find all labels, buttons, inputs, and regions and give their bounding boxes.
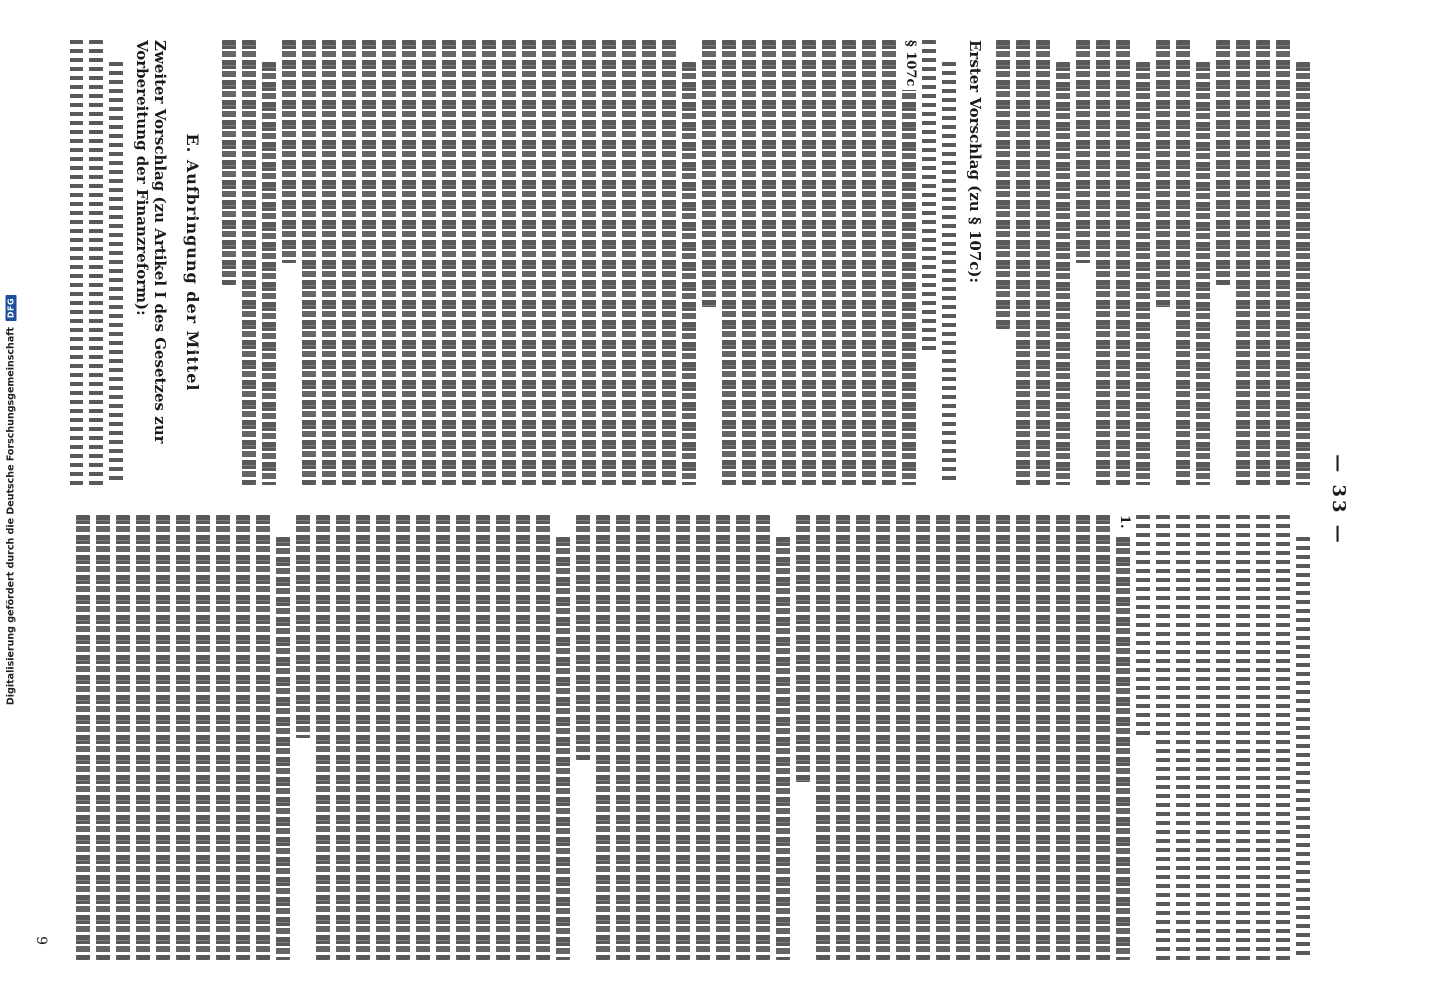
text-line (996, 515, 1010, 960)
paragraph (70, 40, 123, 485)
text-line (296, 515, 310, 738)
text-line (416, 515, 430, 960)
text-line (216, 515, 230, 960)
text-line (1036, 40, 1050, 485)
text-line (222, 40, 236, 285)
text-line (196, 515, 210, 960)
paragraph (282, 40, 696, 485)
text-line (402, 40, 416, 485)
text-line (942, 62, 956, 485)
text-line (882, 40, 896, 485)
paragraph (996, 40, 1070, 485)
paragraph-text-lines (702, 40, 916, 485)
text-line (1156, 515, 1170, 960)
text-line (282, 40, 296, 263)
text-line (89, 40, 103, 485)
text-line (596, 515, 610, 960)
text-line (1256, 40, 1270, 485)
text-line (1056, 515, 1070, 960)
text-line (702, 40, 716, 307)
paragraph (1076, 40, 1150, 485)
text-line (136, 515, 150, 960)
text-line (1136, 62, 1150, 485)
text-line (1216, 515, 1230, 960)
text-line (662, 40, 676, 485)
paragraph (796, 515, 1130, 960)
text-line (242, 40, 256, 485)
text-line (602, 40, 616, 485)
text-line (422, 40, 436, 485)
text-line (976, 515, 990, 960)
text-line (1096, 40, 1110, 485)
text-line (1016, 515, 1030, 960)
text-line (1076, 515, 1090, 960)
text-line (116, 515, 130, 960)
paragraph-text-lines (1216, 40, 1310, 485)
text-line (1256, 515, 1270, 960)
text-line (70, 40, 83, 485)
text-line (736, 515, 750, 960)
text-line (896, 515, 910, 960)
text-line (362, 40, 376, 485)
text-line (1116, 40, 1130, 485)
text-line (496, 515, 510, 960)
paragraph (222, 40, 276, 485)
text-line (1056, 62, 1070, 485)
text-line (1136, 515, 1150, 738)
text-line (556, 537, 570, 960)
text-line (109, 62, 123, 485)
text-line (656, 515, 670, 960)
text-line (1036, 515, 1050, 960)
text-line (796, 515, 810, 782)
text-line (696, 515, 710, 960)
page-number: — 33 — (1328, 454, 1349, 546)
text-line (176, 515, 190, 960)
text-line (742, 40, 756, 485)
text-line (396, 515, 410, 960)
paragraph-text-lines (1156, 40, 1210, 485)
text-line (1276, 515, 1290, 960)
scanned-page (25, 15, 1355, 985)
paragraph (1156, 40, 1210, 485)
paragraph (702, 40, 916, 485)
paragraph (296, 515, 570, 960)
text-line (1016, 40, 1030, 485)
text-line (462, 40, 476, 485)
text-line (902, 62, 916, 485)
paragraph-text-lines (282, 40, 696, 485)
text-line (302, 40, 316, 485)
paragraph (576, 515, 790, 960)
paragraph-label: 1. (1116, 515, 1132, 533)
paragraph-text-lines (922, 40, 956, 485)
text-line (762, 40, 776, 485)
digitization-credit (0, 0, 22, 1000)
text-line (76, 515, 90, 960)
text-line (722, 40, 736, 485)
text-line (1196, 62, 1210, 485)
text-line (822, 40, 836, 485)
text-line (802, 40, 816, 485)
paragraph-text-lines (70, 40, 123, 485)
text-line (642, 40, 656, 485)
text-line (1176, 40, 1190, 485)
text-line (1076, 40, 1090, 263)
credit-bar (6, 0, 17, 1000)
paragraph (1136, 515, 1310, 960)
text-line (476, 515, 490, 960)
text-line (156, 515, 170, 960)
text-line (1176, 515, 1190, 960)
text-line (776, 537, 790, 960)
paragraph-text-lines (796, 515, 1130, 960)
text-line (956, 515, 970, 960)
credit-text: Digitalisierung gefördert durch die Deutsche Forschungsgemeinschaft (5, 327, 17, 706)
text-line (356, 515, 370, 960)
text-line (322, 40, 336, 485)
text-line (336, 515, 350, 960)
paragraph-text-lines (222, 40, 276, 485)
paragraph-text-lines (576, 515, 790, 960)
text-line (382, 40, 396, 485)
paragraph (70, 515, 290, 960)
text-line (836, 515, 850, 960)
paragraph-text-lines (996, 40, 1070, 485)
paragraph (1216, 40, 1310, 485)
text-line (316, 515, 330, 960)
text-line (562, 40, 576, 485)
text-line (616, 515, 630, 960)
paragraph-label: § 107c (902, 40, 918, 90)
text-line (262, 62, 276, 485)
text-line (256, 515, 270, 960)
text-line (1216, 40, 1230, 285)
section-subheading: Erster Vorschlag (zu § 107c): (966, 40, 984, 284)
text-line (716, 515, 730, 960)
text-line (1296, 62, 1310, 485)
text-line (996, 40, 1010, 329)
text-line (522, 40, 536, 485)
text-line (1296, 537, 1310, 960)
text-line (1156, 40, 1170, 307)
right-column (70, 515, 1310, 960)
text-line (376, 515, 390, 960)
text-line (442, 40, 456, 485)
text-line (676, 515, 690, 960)
text-line (456, 515, 470, 960)
text-line (576, 515, 590, 760)
text-line (922, 40, 936, 352)
text-line (916, 515, 930, 960)
text-line (342, 40, 356, 485)
text-line (502, 40, 516, 485)
text-line (842, 40, 856, 485)
text-line (1096, 515, 1110, 960)
text-line (876, 515, 890, 960)
text-line (816, 515, 830, 960)
text-line (482, 40, 496, 485)
text-line (536, 515, 550, 960)
paragraph-text-lines (1076, 40, 1150, 485)
left-column (70, 40, 1310, 485)
text-line (636, 515, 650, 960)
text-line (582, 40, 596, 485)
text-line (542, 40, 556, 485)
text-line (622, 40, 636, 485)
dfg-logo: DFG (6, 295, 17, 321)
text-line (96, 515, 110, 960)
paragraph-text-lines (1136, 515, 1310, 960)
text-line (436, 515, 450, 960)
text-line (782, 40, 796, 485)
text-line (516, 515, 530, 960)
text-line (756, 515, 770, 960)
paragraph-text-lines (70, 515, 290, 960)
text-line (856, 515, 870, 960)
text-line (862, 40, 876, 485)
text-line (1196, 515, 1210, 960)
section-heading: E. Aufbringung der Mittel (183, 133, 202, 392)
text-line (1116, 537, 1130, 960)
page-footer-number: 9 (33, 936, 49, 945)
paragraph-text-lines (296, 515, 570, 960)
text-line (1236, 40, 1250, 485)
section-subheading: Zweiter Vorschlag (zu Artikel I des Gesetzes zur Vorbereitung der Finanzreform): (133, 40, 169, 444)
text-line (1236, 515, 1250, 960)
text-line (276, 537, 290, 960)
text-line (936, 515, 950, 960)
text-line (1276, 40, 1290, 485)
paragraph (922, 40, 956, 485)
text-line (682, 62, 696, 485)
text-line (236, 515, 250, 960)
